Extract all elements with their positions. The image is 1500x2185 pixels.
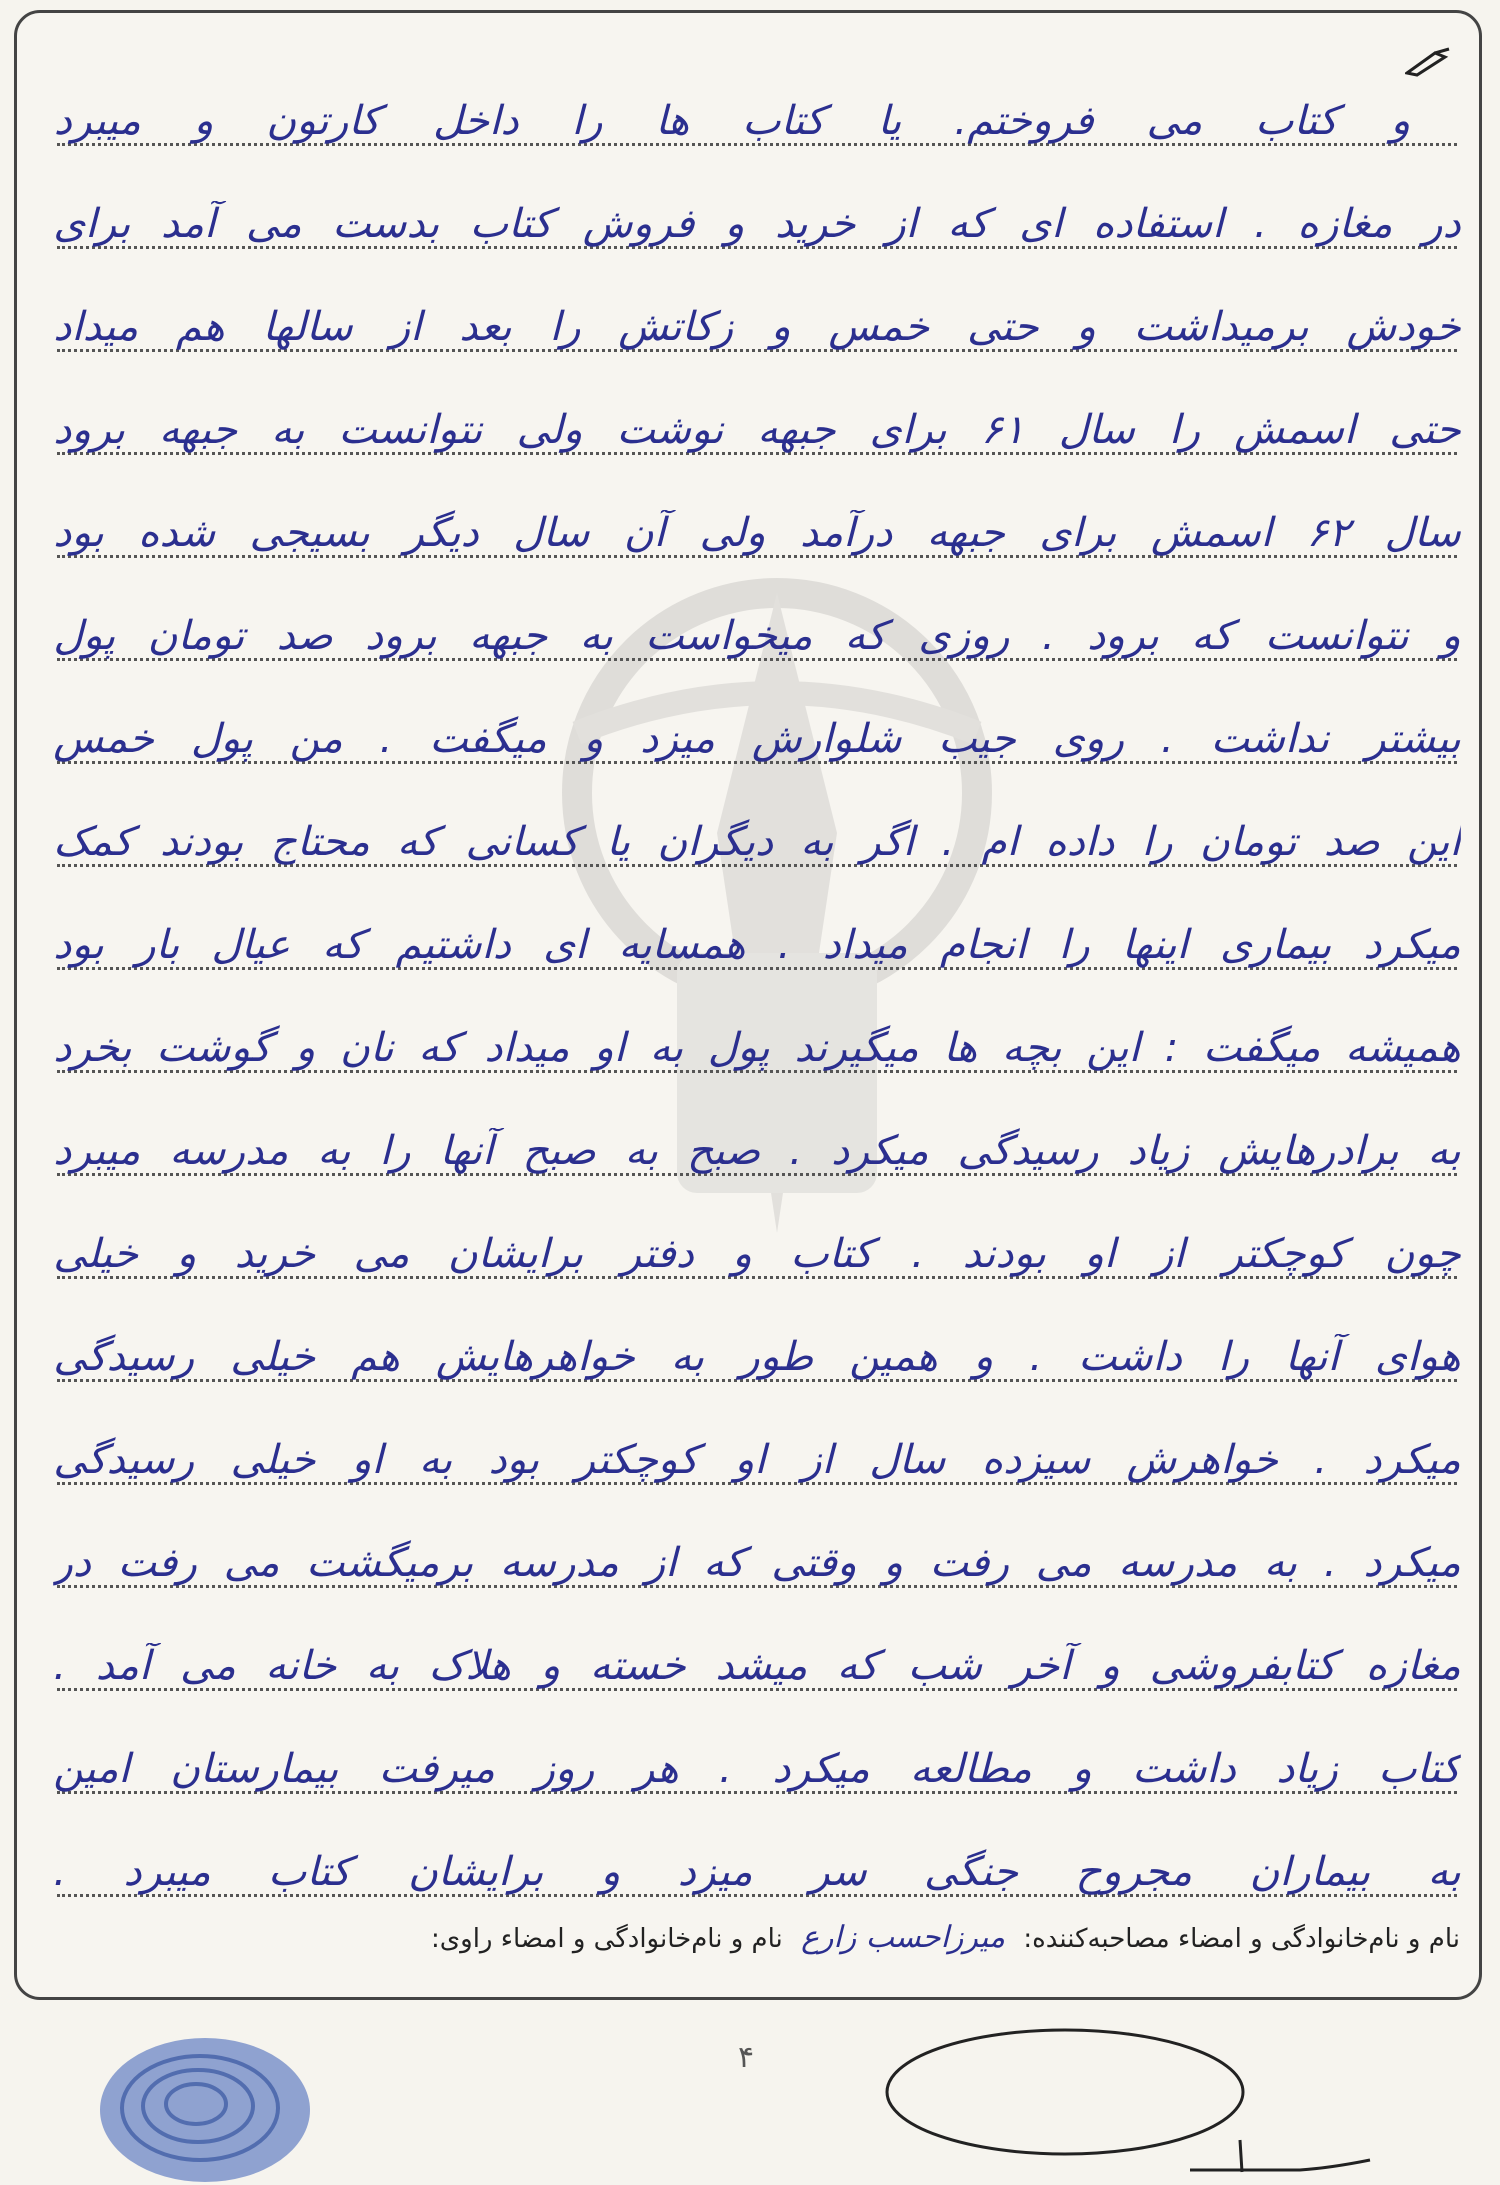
transcript-text: این صد تومان را داده ام . اگر به دیگران یا کسانی که محتاج بودند کمک bbox=[53, 819, 1461, 865]
transcript-line bbox=[53, 1289, 1461, 1392]
transcript-line bbox=[53, 1495, 1461, 1598]
transcript-body bbox=[53, 53, 1461, 1907]
transcript-line bbox=[53, 877, 1461, 980]
transcript-line bbox=[53, 980, 1461, 1083]
transcript-text: میکرد . خواهرش سیزده سال از او کوچکتر بود به او خیلی رسیدگی bbox=[53, 1437, 1461, 1483]
interviewer-label: نام و نام‌خانوادگی و امضاء مصاحبه‌کننده: bbox=[1023, 1924, 1460, 1954]
signature-mark bbox=[1180, 2120, 1380, 2180]
transcript-line bbox=[53, 1392, 1461, 1495]
transcript-line bbox=[53, 1701, 1461, 1804]
transcript-line bbox=[53, 1598, 1461, 1701]
page-number: ۴ bbox=[738, 2040, 755, 2075]
pen-icon bbox=[1405, 47, 1451, 77]
transcript-line bbox=[53, 1804, 1461, 1907]
transcript-line bbox=[53, 671, 1461, 774]
transcript-text: سال ۶۲ اسمش برای جبهه درآمد ولی آن سال دیگر بسیجی شده بود bbox=[53, 510, 1461, 556]
transcript-text: چون کوچکتر از او بودند . کتاب و دفتر برایشان می خرید و خیلی bbox=[53, 1231, 1461, 1277]
transcript-text: هوای آنها را داشت . و همین طور به خواهرهایش هم خیلی رسیدگی bbox=[53, 1334, 1461, 1380]
transcript-line bbox=[53, 465, 1461, 568]
transcript-text: مغازه کتابفروشی و آخر شب که میشد خسته و هلاک به خانه می آمد . bbox=[53, 1643, 1461, 1689]
transcript-text: خودش برمیداشت و حتی خمس و زکاتش را بعد از سالها هم میداد bbox=[53, 304, 1461, 350]
transcript-text: و کتاب می فروختم. یا کتاب ها را داخل کارتون و میبرد bbox=[53, 98, 1411, 144]
transcript-text: همیشه میگفت : این بچه ها میگیرند پول به او میداد که نان و گوشت بخرد bbox=[53, 1025, 1461, 1071]
transcript-text: بیشتر نداشت . روی جیب شلوارش میزد و میگفت . من پول خمس bbox=[53, 716, 1461, 762]
transcript-line bbox=[53, 362, 1461, 465]
transcript-line bbox=[53, 156, 1461, 259]
transcript-text: میکرد . به مدرسه می رفت و وقتی که از مدرسه برمیگشت می رفت در bbox=[53, 1540, 1461, 1586]
transcript-text: حتی اسمش را سال ۶۱ برای جبهه نوشت ولی نتوانست به جبهه برود bbox=[53, 407, 1461, 453]
fingerprint-mark bbox=[90, 2020, 320, 2185]
transcript-line bbox=[53, 568, 1461, 671]
transcript-line bbox=[53, 53, 1457, 156]
signature-row bbox=[421, 1920, 1460, 1955]
page-frame bbox=[14, 10, 1482, 2000]
transcript-text: کتاب زیاد داشت و مطالعه میکرد . هر روز میرفت بیمارستان امین bbox=[53, 1746, 1461, 1792]
transcript-line bbox=[53, 1083, 1461, 1186]
transcript-line bbox=[53, 1186, 1461, 1289]
narrator-label: نام و نام‌خانوادگی و امضاء راوی: bbox=[431, 1924, 783, 1954]
interviewer-name: میرزاحسب زارع bbox=[801, 1920, 1006, 1955]
transcript-line bbox=[53, 259, 1461, 362]
transcript-text: به بیماران مجروح جنگی سر میزد و برایشان کتاب میبرد . bbox=[53, 1849, 1461, 1895]
transcript-text: در مغازه . استفاده ای که از خرید و فروش کتاب بدست می آمد برای bbox=[53, 201, 1461, 247]
transcript-text: و نتوانست که برود . روزی که میخواست به جبهه برود صد تومان پول bbox=[53, 613, 1461, 659]
transcript-text: میکرد بیماری اینها را انجام میداد . همسایه ای داشتیم که عیال بار بود bbox=[53, 922, 1461, 968]
transcript-line bbox=[53, 774, 1461, 877]
transcript-text: به برادرهایش زیاد رسیدگی میکرد . صبح به صبح آنها را به مدرسه میبرد bbox=[53, 1128, 1461, 1174]
